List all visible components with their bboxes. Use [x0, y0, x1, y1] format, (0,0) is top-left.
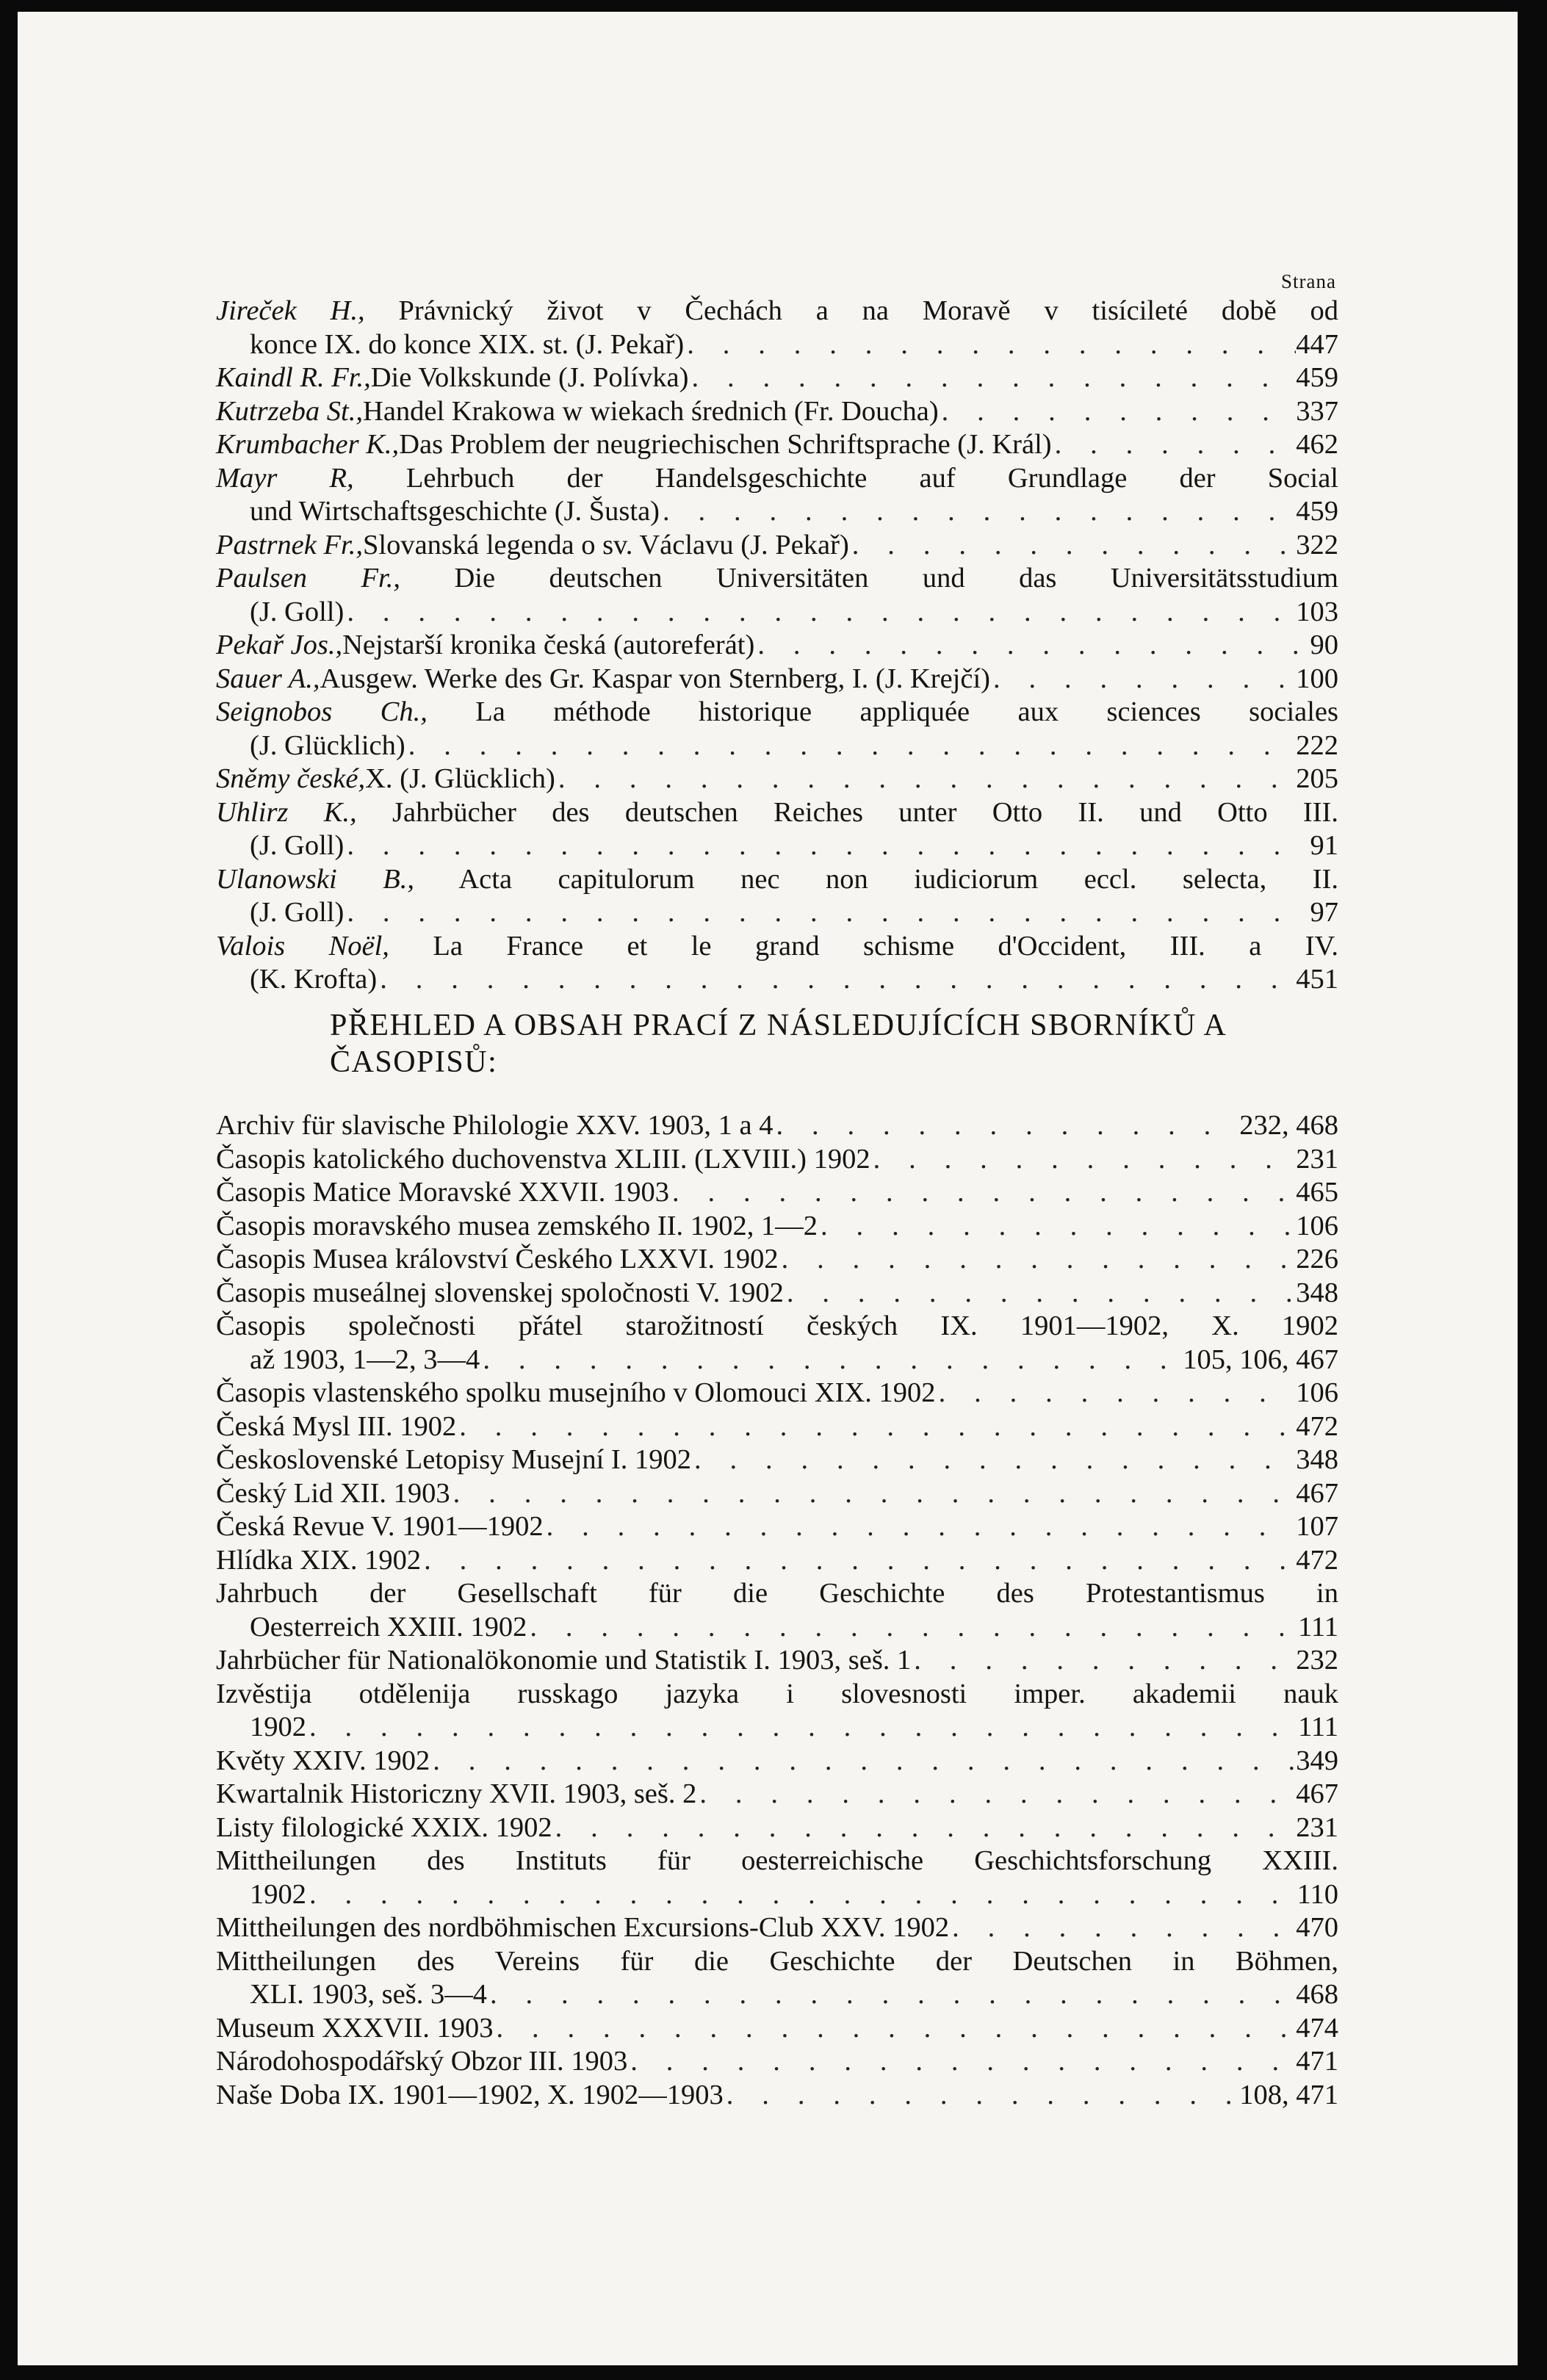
journal-entry: [216, 1945, 1338, 2012]
review-line: [216, 663, 1338, 696]
review-text: La méthode historique appliquée aux sciences sociales: [475, 696, 1338, 727]
journal-entry: [216, 1477, 1338, 1511]
review-entry: [216, 428, 1338, 462]
leader-dots: [450, 1477, 1297, 1511]
journal-entry: [216, 1811, 1338, 1845]
journal-entry: [216, 1778, 1338, 1811]
journal-entry: [216, 1577, 1338, 1644]
journal-page: 108, 471: [1239, 2079, 1338, 2110]
review-text: Handel Krakowa w wiekach średnich (Fr. Doucha): [363, 395, 939, 427]
journal-entry: [216, 1243, 1338, 1277]
journal-text: Mittheilungen des Vereins für die Geschichte der Deutschen in Böhmen,: [216, 1945, 1338, 1977]
review-line: [216, 629, 1338, 663]
review-line: [216, 863, 1338, 897]
journal-page: 231: [1296, 1143, 1338, 1175]
journal-line: [216, 1577, 1338, 1611]
review-author: Uhlirz K.,: [216, 796, 357, 828]
journal-page: 470: [1296, 1912, 1338, 1943]
review-line: [216, 729, 1338, 763]
journal-page: 110: [1297, 1878, 1338, 1910]
leader-dots: [377, 963, 1296, 997]
journal-line: [216, 1544, 1338, 1578]
review-page: 459: [1296, 362, 1338, 393]
journal-text: Časopis katolického duchovenstva XLIII. (LXVIII.) 1902: [216, 1143, 870, 1175]
journals-list: [216, 1109, 1338, 2112]
leader-dots: [480, 1344, 1183, 1377]
review-entry: [216, 361, 1338, 395]
journal-text: XLI. 1903, seš. 3—4: [250, 1979, 487, 2010]
leader-dots: [487, 1978, 1296, 2012]
review-line: [216, 462, 1338, 496]
leader-dots: [527, 1611, 1298, 1645]
journal-line: [216, 1778, 1338, 1811]
review-entry: [216, 863, 1338, 930]
leader-dots: [936, 1377, 1297, 1410]
review-page: 337: [1296, 395, 1338, 427]
review-text: Nejstarší kronika česká (autoreferát): [342, 630, 755, 660]
journal-line: [216, 1678, 1338, 1712]
journal-entry: [216, 1844, 1338, 1911]
journal-page: 471: [1296, 2046, 1338, 2077]
journal-text: Archiv für slavische Philologie XXV. 1903, 1 a 4: [216, 1110, 774, 1141]
review-text: Právnický život v Čechách a na Moravě v tisícileté době od: [398, 295, 1339, 326]
journal-entry: [216, 2079, 1338, 2113]
journal-text: Časopis moravského musea zemského II. 1902, 1—2: [216, 1210, 818, 1241]
leader-dots: [430, 1745, 1296, 1778]
review-text: Acta capitulorum nec non iudiciorum eccl. selecta, II.: [458, 863, 1338, 895]
review-text: Ausgew. Werke des Gr. Kaspar von Sternberg, I. (J. Krejčí): [320, 663, 990, 694]
leader-dots: [344, 596, 1296, 630]
journal-text: Listy filologické XXIX. 1902: [216, 1811, 552, 1843]
journal-text: Mittheilungen des nordböhmischen Excursions-Club XXV. 1902: [216, 1912, 950, 1943]
journal-entry: [216, 2012, 1338, 2046]
journal-text: Izvěstija otdělenija russkago jazyka i slovesnosti imper. akademii nauk: [216, 1678, 1338, 1709]
review-author: Pekař Jos.,: [216, 630, 343, 660]
journal-line: [216, 1243, 1338, 1277]
review-text: (K. Krofta): [250, 964, 378, 995]
section-heading-line2: ČASOPISŮ:: [330, 1045, 498, 1079]
journal-line: [216, 2012, 1338, 2046]
review-entry: [216, 762, 1338, 796]
leader-dots: [421, 1544, 1296, 1578]
review-entry: [216, 796, 1338, 863]
journal-line: [216, 1811, 1338, 1845]
section-heading-line1: PŘEHLED A OBSAH PRACÍ Z NÁSLEDUJÍCÍCH SBORNÍKŮ A: [330, 1009, 1227, 1042]
journal-line: [216, 1443, 1338, 1477]
review-page: 97: [1310, 897, 1338, 928]
review-text: und Wirtschaftsgeschichte (J. Šusta): [250, 496, 660, 527]
review-author: Valois Noël,: [216, 930, 389, 962]
journal-text: Květy XXIV. 1902: [216, 1745, 430, 1776]
leader-dots: [306, 1711, 1298, 1745]
leader-dots: [660, 495, 1296, 529]
journal-text: Mittheilungen des Instituts für oesterreichische Geschichtsforschung XXIII.: [216, 1845, 1338, 1876]
review-text: Jahrbücher des deutschen Reiches unter Otto II. und Otto III.: [392, 796, 1339, 828]
journal-page: 474: [1296, 2012, 1338, 2044]
journal-text: 1902: [250, 1712, 306, 1742]
review-page: 100: [1296, 663, 1338, 694]
review-page: 447: [1296, 328, 1338, 360]
review-page: 103: [1296, 596, 1338, 627]
review-author: Krumbacher K.,: [216, 429, 400, 460]
leader-dots: [688, 361, 1296, 395]
review-text: Lehrbuch der Handelsgeschichte auf Grundlage der Social: [405, 462, 1338, 494]
leader-dots: [1052, 428, 1297, 462]
journal-line: [216, 1143, 1338, 1177]
journal-text: Oesterreich XXIII. 1902: [250, 1611, 527, 1642]
leader-dots: [911, 1644, 1296, 1678]
review-author: Kutrzeba St.,: [216, 395, 364, 427]
journal-page: 467: [1296, 1778, 1338, 1809]
review-author: Sauer A.,: [216, 663, 320, 694]
review-line: [216, 596, 1338, 630]
journal-page: 348: [1296, 1444, 1338, 1475]
journal-line: [216, 1978, 1338, 2012]
journal-entry: [216, 1143, 1338, 1177]
review-text: (J. Goll): [250, 830, 345, 861]
journal-page: 472: [1296, 1544, 1338, 1576]
review-author: Kaindl R. Fr.,: [216, 362, 371, 393]
journal-text: Naše Doba IX. 1901—1902, X. 1902—1903: [216, 2079, 724, 2110]
review-author: Paulsen Fr.,: [216, 563, 400, 594]
review-line: [216, 328, 1338, 362]
review-entry: [216, 295, 1338, 361]
review-page: 91: [1310, 830, 1338, 861]
leader-dots: [627, 2045, 1296, 2079]
journal-entry: [216, 1410, 1338, 1444]
journal-text: Časopis Matice Moravské XXVII. 1903: [216, 1177, 669, 1208]
journal-line: [216, 1745, 1338, 1778]
review-line: [216, 395, 1338, 429]
review-page: 451: [1296, 964, 1338, 995]
journal-text: Časopis vlastenského spolku musejního v Olomouci XIX. 1902: [216, 1377, 936, 1408]
review-line: [216, 696, 1338, 729]
journal-page: 106: [1296, 1377, 1338, 1408]
journal-entry: [216, 1678, 1338, 1745]
review-line: [216, 930, 1338, 964]
journal-line: [216, 2079, 1338, 2113]
journal-entry: [216, 1377, 1338, 1410]
review-entry: [216, 629, 1338, 663]
review-page: 222: [1296, 729, 1338, 761]
journal-line: [216, 1210, 1338, 1244]
review-line: [216, 762, 1338, 796]
journal-line: [216, 1945, 1338, 1979]
review-text: (J. Goll): [250, 596, 345, 627]
leader-dots: [849, 529, 1296, 563]
journal-entry: [216, 1544, 1338, 1578]
journal-line: [216, 1911, 1338, 1945]
journal-page: 232, 468: [1239, 1110, 1338, 1141]
journal-entry: [216, 1277, 1338, 1310]
leader-dots: [493, 2012, 1296, 2046]
review-author: Jireček H.,: [216, 295, 365, 326]
journal-text: Jahrbücher für Nationalökonomie und Statistik I. 1903, seš. 1: [216, 1645, 912, 1676]
journal-line: [216, 1644, 1338, 1678]
leader-dots: [724, 2079, 1239, 2113]
review-text: (J. Goll): [250, 897, 345, 928]
journal-page: 467: [1296, 1477, 1338, 1509]
leader-dots: [344, 896, 1310, 930]
review-line: [216, 295, 1338, 328]
journal-line: [216, 1344, 1338, 1377]
leader-dots: [784, 1277, 1296, 1310]
leader-dots: [691, 1443, 1296, 1477]
journal-line: [216, 1878, 1338, 1912]
review-line: [216, 896, 1338, 930]
leader-dots: [939, 395, 1297, 429]
review-author: Mayr R,: [216, 462, 354, 494]
review-author: Seignobos Ch.,: [216, 696, 428, 727]
leader-dots: [344, 829, 1310, 863]
leader-dots: [990, 663, 1296, 696]
journal-entry: [216, 1176, 1338, 1210]
review-page: 322: [1296, 529, 1338, 560]
journal-page: 349: [1296, 1745, 1338, 1776]
journal-text: Československé Letopisy Musejní I. 1902: [216, 1444, 691, 1475]
leader-dots: [779, 1243, 1297, 1277]
journal-entry: [216, 2045, 1338, 2079]
journal-page: 111: [1298, 1712, 1338, 1742]
journal-page: 231: [1296, 1811, 1338, 1843]
journal-line: [216, 1611, 1338, 1645]
review-line: [216, 361, 1338, 395]
review-author: Sněmy české,: [216, 763, 366, 794]
journal-line: [216, 1377, 1338, 1410]
journal-page: 105, 106, 467: [1183, 1344, 1338, 1375]
journal-page: 111: [1298, 1611, 1338, 1642]
journal-line: [216, 1510, 1338, 1544]
journal-entry: [216, 1745, 1338, 1778]
journal-line: [216, 1277, 1338, 1310]
journal-line: [216, 2045, 1338, 2079]
leader-dots: [456, 1410, 1296, 1444]
journal-text: Museum XXXVII. 1903: [216, 2012, 494, 2044]
review-page: 462: [1296, 429, 1338, 460]
review-text: Die deutschen Universitäten und das Universitätsstudium: [454, 563, 1338, 594]
review-line: [216, 428, 1338, 462]
journal-entry: [216, 1310, 1338, 1377]
journal-entry: [216, 1210, 1338, 1244]
leader-dots: [306, 1878, 1297, 1912]
review-text: Das Problem der neugriechischen Schriftsprache (J. Král): [399, 429, 1052, 460]
journal-page: 106: [1296, 1210, 1338, 1241]
review-line: [216, 495, 1338, 529]
journal-line: [216, 1109, 1338, 1143]
review-text: konce IX. do konce XIX. st. (J. Pekař): [250, 328, 685, 360]
leader-dots: [405, 729, 1297, 763]
journal-text: Národohospodářský Obzor III. 1903: [216, 2046, 628, 2077]
review-text: (J. Glücklich): [250, 729, 405, 761]
review-entry: [216, 663, 1338, 696]
leader-dots: [555, 762, 1296, 796]
journal-text: Kwartalnik Historiczny XVII. 1903, seš. 2: [216, 1778, 697, 1809]
review-line: [216, 562, 1338, 596]
leader-dots: [774, 1109, 1240, 1143]
journal-line: [216, 1477, 1338, 1511]
journal-line: [216, 1711, 1338, 1745]
journal-page: 468: [1296, 1979, 1338, 2010]
review-entry: [216, 696, 1338, 762]
review-author: Pastrnek Fr.,: [216, 529, 363, 560]
journal-entry: [216, 1644, 1338, 1678]
journal-text: Hlídka XIX. 1902: [216, 1544, 422, 1576]
journal-entry: [216, 1109, 1338, 1143]
section-heading: [330, 1007, 1307, 1081]
journal-entry: [216, 1443, 1338, 1477]
leader-dots: [544, 1510, 1297, 1544]
review-entry: [216, 529, 1338, 563]
journal-page: 107: [1296, 1511, 1338, 1542]
leader-dots: [669, 1176, 1296, 1210]
reviews-list: [216, 295, 1338, 997]
review-page: 205: [1296, 763, 1338, 794]
journal-text: Jahrbuch der Gesellschaft für die Geschichte des Protestantismus in: [216, 1578, 1338, 1609]
leader-dots: [754, 629, 1310, 663]
review-entry: [216, 462, 1338, 529]
strana-label: Strana: [1281, 270, 1336, 292]
journal-line: [216, 1844, 1338, 1878]
review-text: La France et le grand schisme d'Occident, III. a IV.: [433, 930, 1339, 962]
journal-page: 348: [1296, 1277, 1338, 1308]
journal-text: Česká Mysl III. 1902: [216, 1410, 457, 1442]
review-author: Ulanowski B.,: [216, 863, 414, 895]
review-page: 90: [1310, 630, 1338, 660]
journal-page: 226: [1296, 1244, 1338, 1274]
leader-dots: [818, 1210, 1296, 1244]
journal-text: Časopis museálnej slovenskej spoločnosti V. 1902: [216, 1277, 784, 1308]
review-line: [216, 829, 1338, 863]
journal-line: [216, 1176, 1338, 1210]
journal-text: Český Lid XII. 1903: [216, 1477, 450, 1509]
journal-text: až 1903, 1—2, 3—4: [250, 1344, 480, 1375]
journal-page: 232: [1296, 1645, 1338, 1676]
leader-dots: [684, 328, 1296, 362]
journal-text: 1902: [250, 1878, 306, 1910]
review-line: [216, 796, 1338, 830]
journal-text: Časopis společnosti přátel starožitností českých IX. 1901—1902, X. 1902: [216, 1310, 1338, 1341]
book-page: [18, 12, 1518, 2365]
leader-dots: [552, 1811, 1297, 1845]
journal-line: [216, 1410, 1338, 1444]
leader-dots: [870, 1143, 1297, 1177]
review-text: Slovanská legenda o sv. Václavu (J. Pekař): [362, 529, 849, 560]
review-line: [216, 963, 1338, 997]
review-line: [216, 529, 1338, 563]
review-page: 459: [1296, 496, 1338, 527]
review-entry: [216, 562, 1338, 629]
review-text: X. (J. Glücklich): [365, 763, 555, 794]
journal-entry: [216, 1911, 1338, 1945]
journal-page: 465: [1296, 1177, 1338, 1208]
journal-text: Časopis Musea království Českého LXXVI. 1902: [216, 1244, 779, 1274]
journal-text: Česká Revue V. 1901—1902: [216, 1511, 544, 1542]
leader-dots: [696, 1778, 1296, 1811]
review-entry: [216, 395, 1338, 429]
journal-entry: [216, 1510, 1338, 1544]
journal-page: 472: [1296, 1410, 1338, 1442]
leader-dots: [949, 1911, 1296, 1945]
review-text: Die Volkskunde (J. Polívka): [370, 362, 689, 393]
journal-line: [216, 1310, 1338, 1344]
review-entry: [216, 930, 1338, 997]
